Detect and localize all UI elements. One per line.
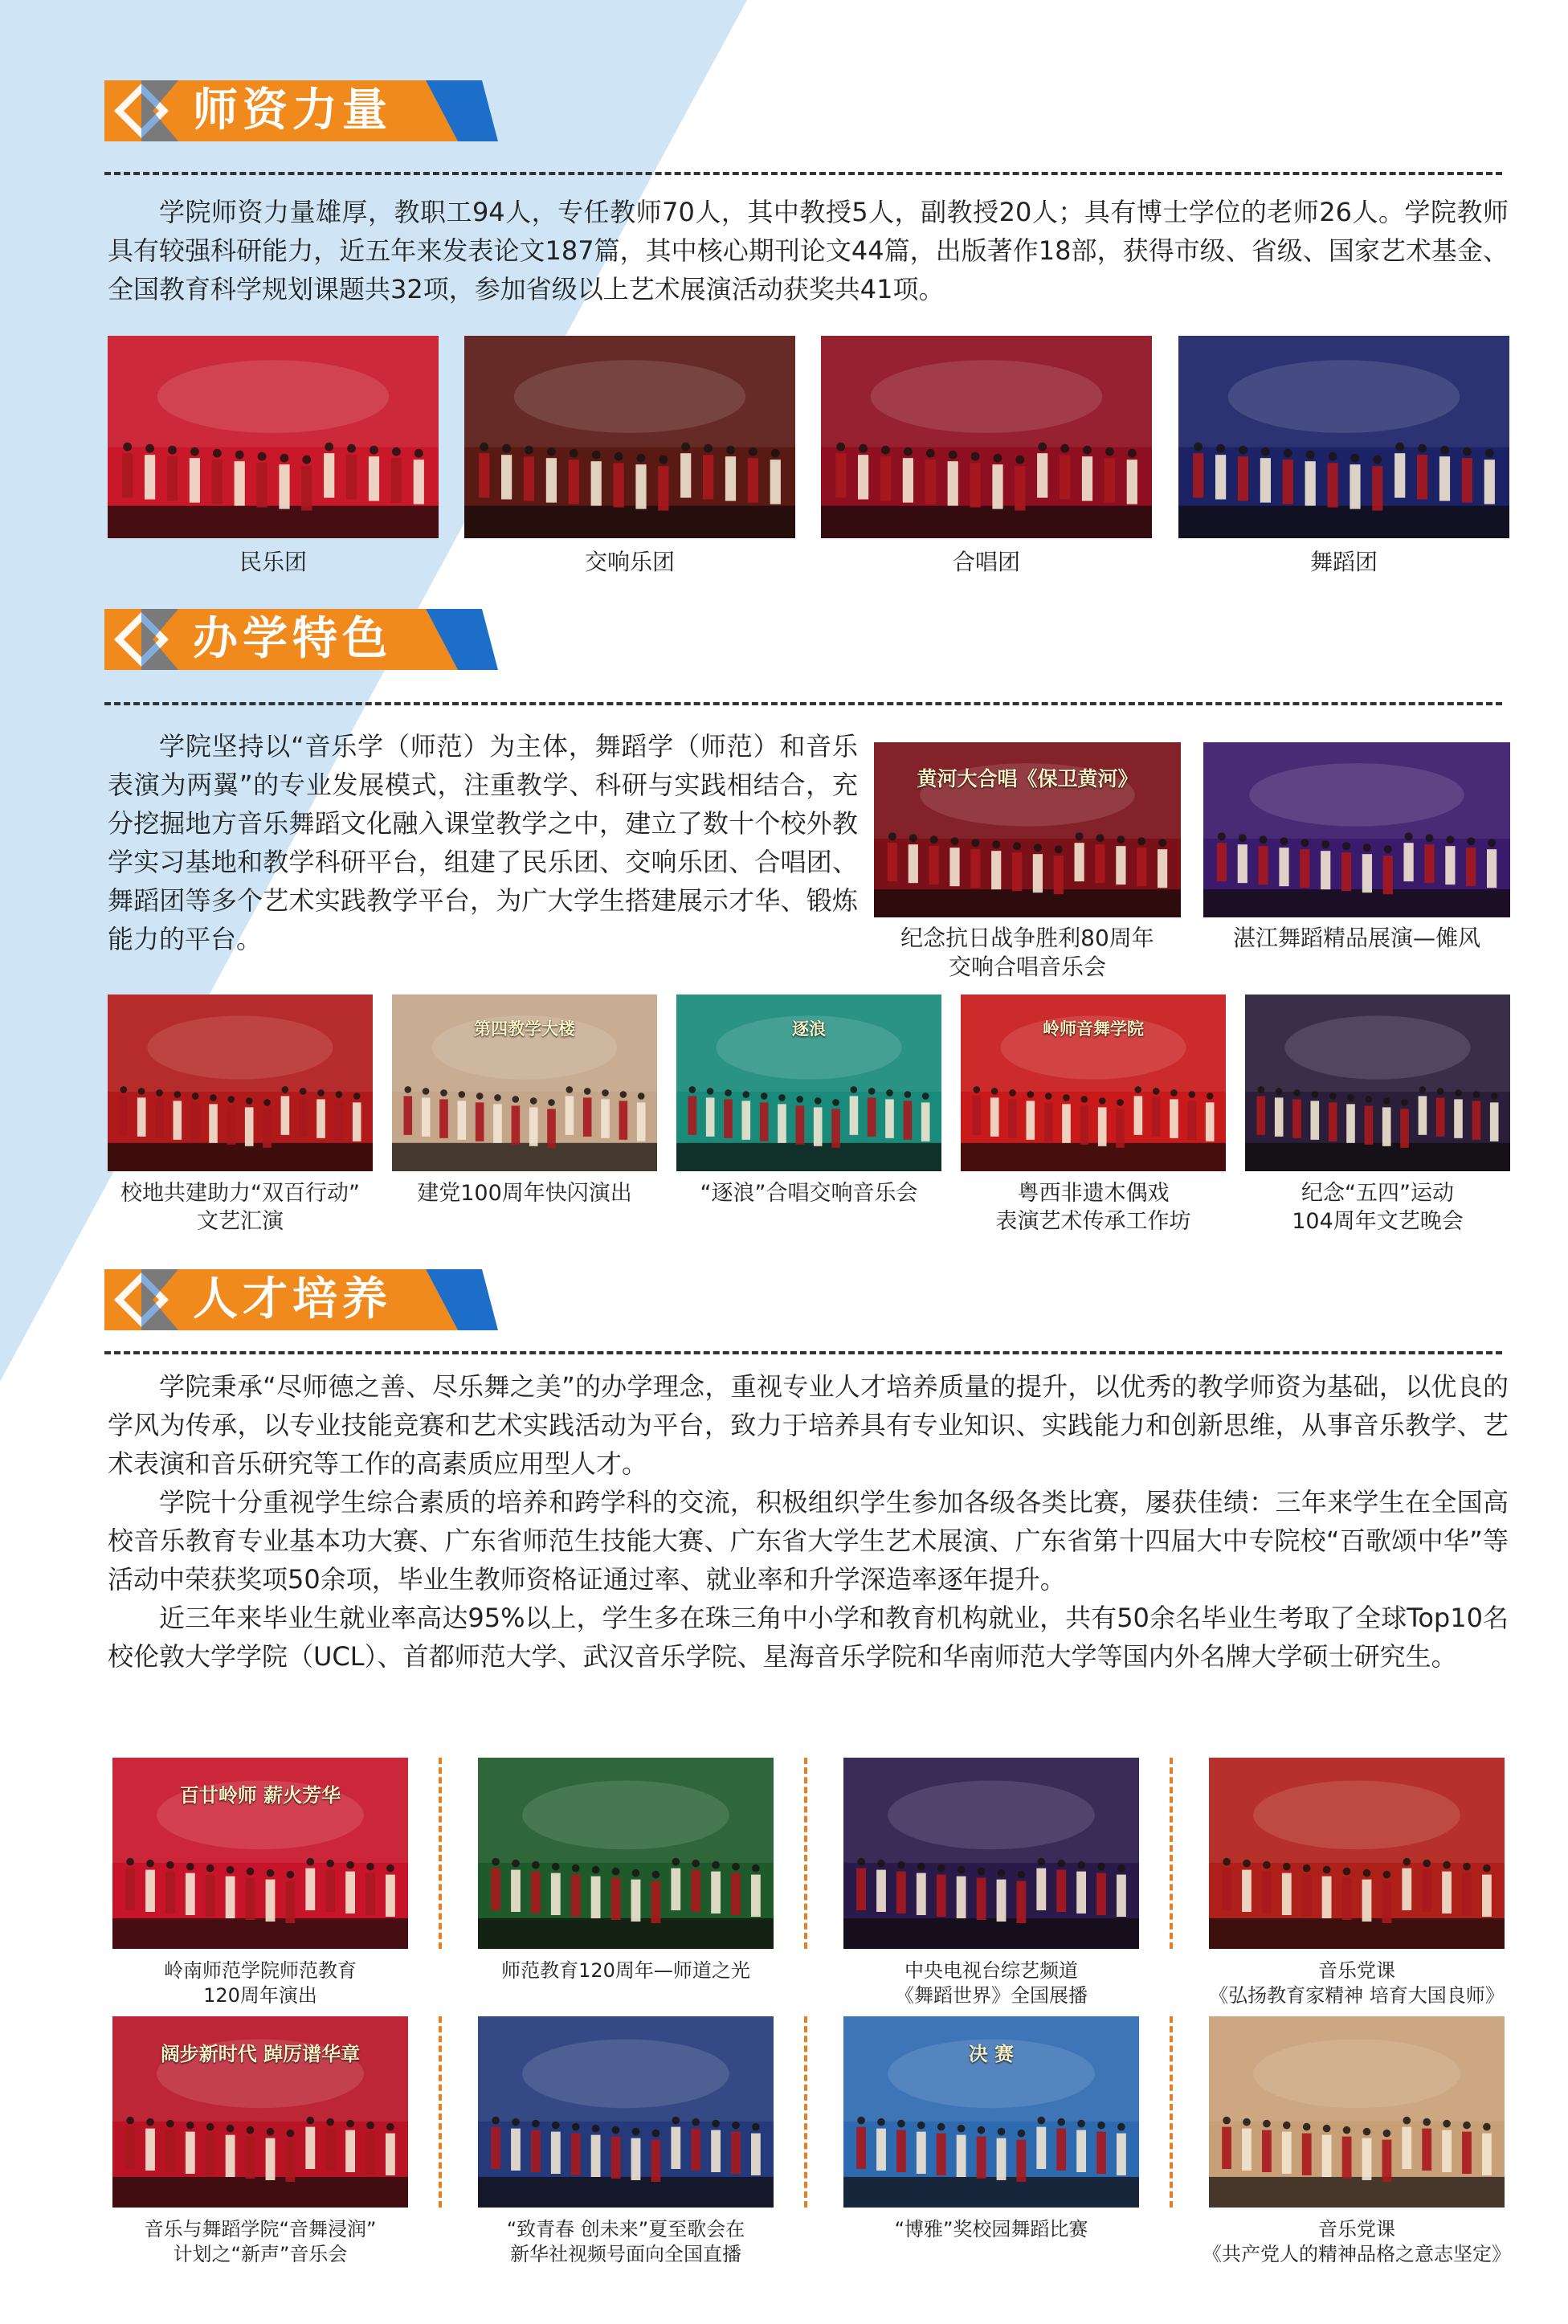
photo-caption [462, 1958, 790, 1983]
caption-line: 文艺汇演 [197, 1209, 284, 1234]
photo-sign-text: 百廿岭师 薪火芳华 [179, 1784, 341, 1807]
body-paragraph: 学院坚持以“音乐学（师范）为主体，舞蹈学（师范）和音乐表演为两翼”的专业发展模式，注重教学、科研与实践相结合，充分挖掘地方音乐舞蹈文化融入课堂教学之中，建立了数十个校外教学实习基地和教学科研平台，组建了民乐团、交响乐团、合唱团、舞蹈团等多个艺术实践教学平台，为广大学生搭建展示才华、锻炼能力的平台。 [108, 731, 858, 954]
event-photo [843, 2016, 1139, 2208]
event-photo [112, 1758, 408, 1949]
section-body [108, 1367, 1509, 1676]
caption-line: 民乐团 [239, 549, 307, 575]
photo-caption [96, 2217, 424, 2267]
caption-line: 《共产党人的精神品格之意志坚定》 [1203, 2243, 1511, 2265]
photo-caption [1193, 2217, 1521, 2267]
photo-sign-text: 阔步新时代 踔厉谱华章 [160, 2043, 361, 2065]
body-paragraph: 学院师资力量雄厚，教职工94人，专任教师70人，其中教授5人，副教授20人；具有博士学位的老师26人。学院教师具有较强科研能力，近五年来发表论文187篇，其中核心期刊论文44篇，出版著作18部，获得市级、省级、国家艺术基金、全国教育科学规划课题共32项，参加省级以上艺术展演活动获奖共41项。 [108, 197, 1509, 304]
photo-sign-text: 第四教学大楼 [474, 1019, 575, 1039]
dashed-divider [104, 702, 1502, 705]
caption-line: 纪念“五四”运动 [1301, 1181, 1454, 1206]
body-paragraph: 近三年来毕业生就业率高达95%以上，学生多在珠三角中小学和教育机构就业，共有50余名毕业生考取了全球Top10名校伦敦大学学院（UCL）、首都师范大学、武汉音乐学院、星海音乐学院和华南师范大学等国内外名牌大学硕士研究生。 [108, 1603, 1509, 1672]
event-photo [1245, 995, 1510, 1171]
caption-line: 湛江舞蹈精品展演—傩风 [1232, 925, 1480, 951]
photo-caption [462, 2217, 790, 2267]
event-photo [676, 995, 941, 1171]
column-separator [439, 2016, 442, 2208]
section-title: 人才培养 [193, 1273, 392, 1325]
section-title-banner [104, 80, 498, 141]
caption-line: 表演艺术传承工作坊 [995, 1209, 1191, 1234]
event-photo [1209, 2016, 1505, 2208]
event-photo [392, 995, 657, 1171]
photo-illustration [1209, 2016, 1505, 2208]
caption-line: 音乐党课 [1318, 2218, 1395, 2240]
caption-line: 交响合唱音乐会 [948, 954, 1106, 980]
caption-line: 交响乐团 [584, 549, 675, 575]
event-photo [1209, 1758, 1505, 1949]
column-separator [1170, 2016, 1173, 2208]
event-photo [874, 742, 1181, 917]
caption-line: 《舞蹈世界》全国展播 [895, 1984, 1088, 2007]
photo-caption [464, 548, 795, 577]
caption-line: 合唱团 [952, 549, 1020, 575]
photo-caption [96, 1958, 424, 2008]
dashed-divider [104, 1351, 1502, 1354]
caption-line: 舞蹈团 [1309, 549, 1378, 575]
photo-illustration [1203, 742, 1510, 917]
photo-caption [821, 548, 1152, 577]
photo-sign-text: 逐浪 [792, 1019, 826, 1039]
caption-line: 师范教育120周年—师道之光 [501, 1959, 750, 1982]
photo-caption [108, 548, 439, 577]
caption-line: 中央电视台综艺频道 [904, 1959, 1078, 1982]
event-photo [478, 1758, 774, 1949]
caption-line: 新华社视频号面向全国直播 [510, 2243, 741, 2265]
event-photo [464, 336, 795, 538]
caption-line: 计划之“新声”音乐会 [173, 2243, 348, 2265]
event-photo [108, 995, 373, 1171]
photo-caption [961, 1179, 1226, 1236]
photo-caption [676, 1179, 941, 1207]
photo-caption [1193, 1958, 1521, 2008]
caption-line: 《弘扬教育家精神 培育大国良师》 [1209, 1984, 1505, 2007]
section-title-banner [104, 1269, 498, 1330]
event-photo [1178, 336, 1509, 538]
photo-caption [1203, 924, 1510, 953]
photo-caption [827, 2217, 1155, 2242]
photo-caption [1245, 1179, 1510, 1236]
photo-illustration [108, 336, 439, 538]
section-body [108, 727, 858, 958]
photo-caption [874, 924, 1181, 982]
caption-line: “逐浪”合唱交响音乐会 [700, 1181, 918, 1206]
photo-caption [108, 1179, 373, 1236]
section-title: 办学特色 [193, 613, 392, 665]
event-photo [843, 1758, 1139, 1949]
caption-line: 104周年文艺晚会 [1292, 1209, 1464, 1234]
photo-illustration [1245, 995, 1510, 1171]
photo-caption [1178, 548, 1509, 577]
caption-line: 建党100周年快闪演出 [417, 1181, 632, 1206]
event-photo [1203, 742, 1510, 917]
section-title: 师资力量 [193, 84, 392, 137]
photo-caption [827, 1958, 1155, 2008]
caption-line: 120周年演出 [203, 1984, 317, 2007]
body-paragraph: 学院秉承“尽师德之善、尽乐舞之美”的办学理念，重视专业人才培养质量的提升，以优秀的教学师资为基础，以优良的学风为传承，以专业技能竞赛和艺术实践活动为平台，致力于培养具有专业知识、实践能力和创新思维，从事音乐教学、艺术表演和音乐研究等工作的高素质应用型人才。 [108, 1371, 1509, 1479]
photo-illustration [821, 336, 1152, 538]
photo-illustration [478, 1758, 774, 1949]
caption-line: “博雅”奖校园舞蹈比赛 [894, 2218, 1088, 2240]
event-photo [108, 336, 439, 538]
event-photo [112, 2016, 408, 2208]
caption-line: 音乐党课 [1318, 1959, 1395, 1982]
column-separator [1170, 1758, 1173, 1949]
photo-sign-text: 决 赛 [968, 2043, 1015, 2065]
caption-line: 粤西非遗木偶戏 [1017, 1181, 1170, 1206]
body-paragraph: 学院十分重视学生综合素质的培养和跨学科的交流，积极组织学生参加各级各类比赛，屡获佳绩：三年来学生在全国高校音乐教育专业基本功大赛、广东省师范生技能大赛、广东省大学生艺术展演、广东省第十四届大中专院校“百歌颂中华”等活动中荣获奖项50余项，毕业生教师资格证通过率、就业率和升学深造率逐年提升。 [108, 1487, 1509, 1595]
photo-illustration [108, 995, 373, 1171]
caption-line: 校地共建助力“双百行动” [120, 1181, 360, 1206]
dashed-divider [104, 172, 1502, 175]
photo-caption [392, 1179, 657, 1207]
event-photo [478, 2016, 774, 2208]
photo-illustration [843, 1758, 1139, 1949]
caption-line: 岭南师范学院师范教育 [164, 1959, 357, 1982]
photo-illustration [1209, 1758, 1505, 1949]
caption-line: 纪念抗日战争胜利80周年 [900, 925, 1154, 951]
column-separator [804, 1758, 807, 1949]
section-title-banner [104, 609, 498, 670]
event-photo [821, 336, 1152, 538]
column-separator [439, 1758, 442, 1949]
caption-line: “致青春 创未来”夏至歌会在 [506, 2218, 745, 2240]
section-body [108, 193, 1509, 308]
photo-illustration [478, 2016, 774, 2208]
photo-illustration [1178, 336, 1509, 538]
caption-line: 音乐与舞蹈学院“音舞浸润” [144, 2218, 377, 2240]
event-photo [961, 995, 1226, 1171]
column-separator [804, 2016, 807, 2208]
photo-sign-text: 黄河大合唱《保卫黄河》 [917, 767, 1138, 790]
photo-illustration [464, 336, 795, 538]
photo-sign-text: 岭师音舞学院 [1043, 1019, 1144, 1039]
